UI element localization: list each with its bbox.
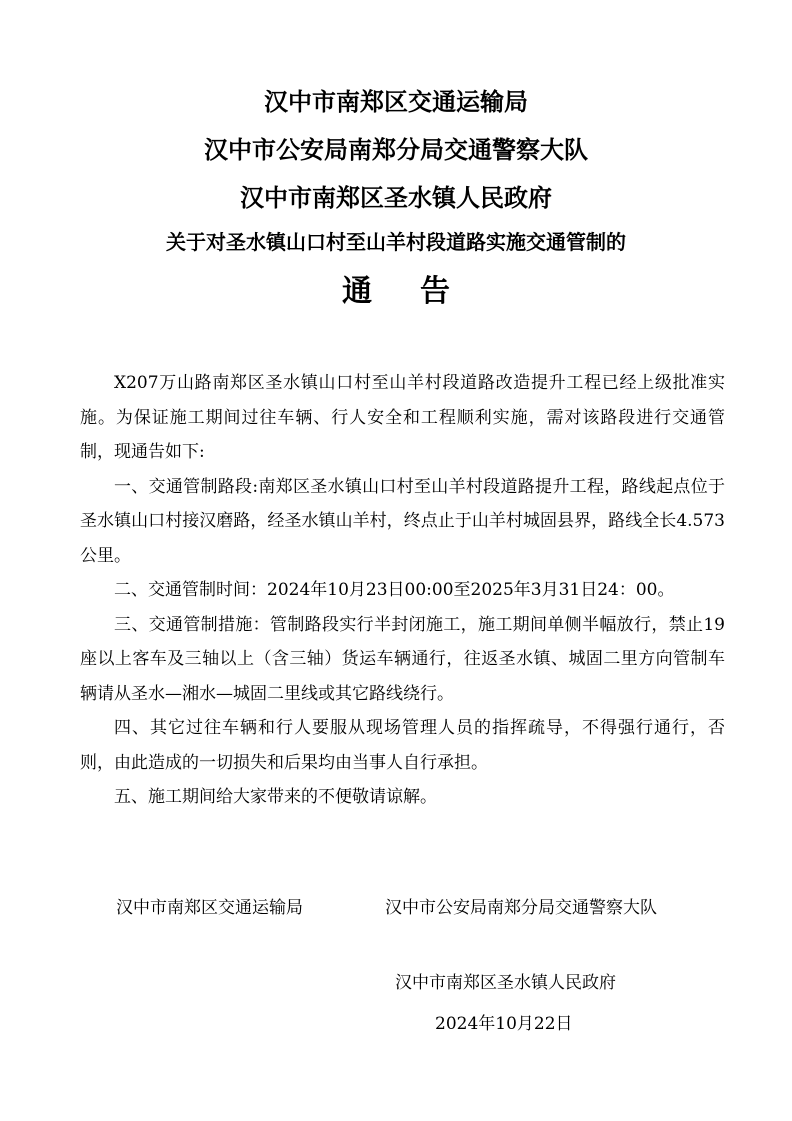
issuer-title-3: 汉中市南郑区圣水镇人民政府 [240, 183, 552, 212]
body-paragraph-section: 一、交通管制路段:南郑区圣水镇山口村至山羊村段道路提升工程，路线起点位于圣水镇山口村接汉磨路，经圣水镇山羊村，终点止于山羊村城固县界，路线全长4.573公里。 [80, 476, 725, 566]
issuer-title-1: 汉中市南郑区交通运输局 [264, 87, 528, 116]
issuer-title-2: 汉中市公安局南郑分局交通警察大队 [204, 135, 588, 164]
signature-traffic-police: 汉中市公安局南郑分局交通警察大队 [385, 898, 657, 918]
signature-transport-bureau: 汉中市南郑区交通运输局 [116, 898, 303, 918]
body-paragraph-compliance: 四、其它过往车辆和行人要服从现场管理人员的指挥疏导，不得强行通行，否则，由此造成的一切损失和后果均由当事人自行承担。 [80, 718, 725, 773]
body-paragraph-intro: X207万山路南郑区圣水镇山口村至山羊村段道路改造提升工程已经上级批准实施。为保证施工期间过往车辆、行人安全和工程顺利实施，需对该路段进行交通管制，现通告如下: [80, 373, 725, 462]
signature-town-government: 汉中市南郑区圣水镇人民政府 [395, 973, 616, 993]
body-paragraph-time: 二、交通管制时间：2024年10月23日00:00至2025年3月31日24：00。 [114, 580, 675, 600]
notice-body [80, 366, 725, 815]
notice-doc-type: 通告 [342, 274, 498, 309]
body-paragraph-apology: 五、施工期间给大家带来的不便敬请谅解。 [114, 787, 437, 807]
body-paragraph-measures: 三、交通管制措施：管制路段实行半封闭施工，施工期间单侧半幅放行，禁止19座以上客车及三轴以上（含三轴）货运车辆通行，往返圣水镇、城固二里方向管制车辆请从圣水—湘水—城固二里线或其它路线绕行。 [80, 614, 725, 704]
signature-date: 2024年10月22日 [435, 1014, 573, 1034]
notice-subtitle: 关于对圣水镇山口村至山羊村段道路实施交通管制的 [166, 230, 626, 254]
